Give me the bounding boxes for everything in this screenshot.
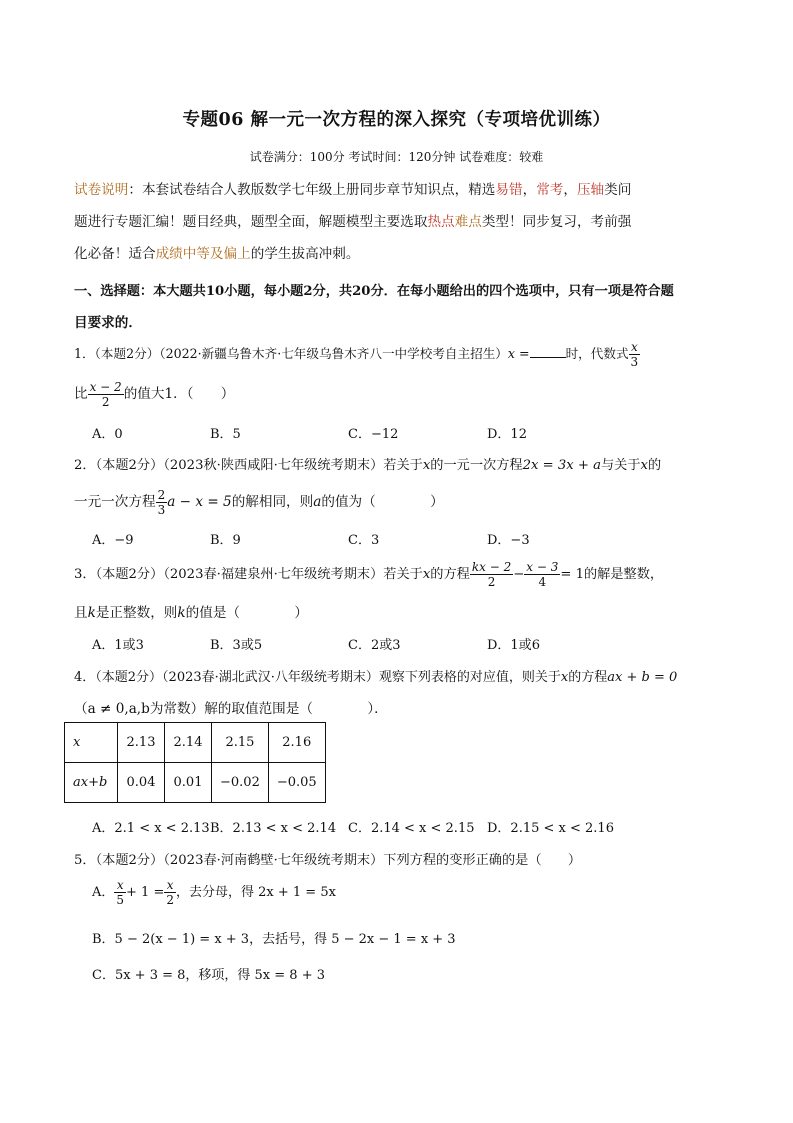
q4-line-2: （a ≠ 0,a,b为常数）解的取值范围是（ ）． <box>74 701 388 717</box>
q1-blank <box>530 345 566 358</box>
q2-option-c[interactable]: C．3 <box>348 533 380 548</box>
q3-option-b[interactable]: B．3或5 <box>210 638 263 653</box>
q1-fraction-x-over-3: $\frac{x}{3}$ <box>630 340 639 369</box>
q4-line-1: 4．（本题2分）（2023春·湖北武汉·八年级统考期末）观察下列表格的对应值，则关于x的方程ax + b = 0 <box>74 670 678 685</box>
q5-fraction-x-over-2: $\frac{x}{2}$ <box>166 878 174 907</box>
q2-option-b[interactable]: B．9 <box>210 533 241 548</box>
q5-option-a[interactable]: A． $\frac{x}{5}$ + 1 = $\frac{x}{2}$ ，去分母，得 2x + 1 = 5x <box>92 878 336 907</box>
section-header-line-1: 一、选择题：本大题共10小题，每小题2分，共20分．在每小题给出的四个选项中，只有一项是符合题 <box>74 284 674 299</box>
q5-option-b[interactable]: B．5 − 2(x − 1) = x + 3，去括号，得 5 − 2x − 1 = x + 3 <box>92 932 456 947</box>
table-row <box>65 763 326 803</box>
q3-option-a[interactable]: A．1或3 <box>92 638 144 653</box>
table-cell: 2.14 <box>165 723 212 763</box>
q3-fraction-kx-minus-2-over-2: $\frac{kx - 2}{2}$ <box>471 560 512 589</box>
q3-line-1: 3．（本题2分）（2023春·福建泉州·七年级统考期末）若关于x的方程 $\frac{kx - 2}{2}$ − $\frac{x - 3}{4}$ = 1的解是整数， <box>74 560 664 589</box>
q2-line-2: 一元一次方程 $\frac{2}{3}$ a − x = 5的解相同，则a的值为（ ） <box>74 488 444 517</box>
intro-line-2: 题进行专题汇编！题目经典，题型全面，解题模型主要选取热点难点类型！同步复习，考前强 <box>74 214 632 230</box>
q3-option-c[interactable]: C．2或3 <box>348 638 401 653</box>
q1-option-c[interactable]: C．−12 <box>348 427 399 442</box>
section-header-line-2: 目要求的． <box>74 315 142 331</box>
intro-label: 试卷说明 <box>74 182 129 198</box>
table-cell: x <box>65 723 118 763</box>
page-title: 专题06 解一元一次方程的深入探究（专项培优训练） <box>182 110 611 130</box>
q4-option-b[interactable]: B．2.13 < x < 2.14 <box>210 821 337 836</box>
hl-yicuo: 易错 <box>495 182 523 198</box>
table-cell: 2.16 <box>268 723 325 763</box>
hl-yazhou: 压轴 <box>576 182 605 198</box>
q1-option-b[interactable]: B．5 <box>210 427 241 442</box>
table-cell: 2.15 <box>212 723 269 763</box>
hl-nandian: 难点 <box>454 214 482 230</box>
q4-option-a[interactable]: A．2.1 < x < 2.13 <box>92 821 210 836</box>
hl-chengji: 成绩中等及偏上 <box>155 246 251 262</box>
table-cell: 2.13 <box>118 723 165 763</box>
table-cell: −0.02 <box>212 763 269 803</box>
q2-option-a[interactable]: A．−9 <box>92 533 134 548</box>
table-cell: ax+b <box>65 763 118 803</box>
hl-changkao: 常考 <box>536 182 564 198</box>
hl-redian: 热点 <box>427 214 455 230</box>
table-cell: 0.04 <box>118 763 165 803</box>
q3-fraction-x-minus-3-over-4: $\frac{x - 3}{4}$ <box>526 560 559 589</box>
q1-option-d[interactable]: D．12 <box>487 427 527 442</box>
table-cell: −0.05 <box>268 763 325 803</box>
q1-option-a[interactable]: A．0 <box>92 427 123 442</box>
q5-option-c[interactable]: C．5x + 3 = 8，移项，得 5x = 8 + 3 <box>92 968 325 983</box>
q4-value-table <box>64 722 326 803</box>
intro-line-1: 试卷说明：本套试卷结合人教版数学七年级上册同步章节知识点，精选易错，常考，压轴类问 <box>74 182 632 198</box>
q3-option-d[interactable]: D．1或6 <box>487 638 540 653</box>
q3-line-2: 且k是正整数，则k的值是（ ） <box>74 605 308 621</box>
table-row <box>65 723 326 763</box>
q4-option-c[interactable]: C．2.14 < x < 2.15 <box>348 821 475 836</box>
q5-line-1: 5．（本题2分）（2023春·河南鹤壁·七年级统考期末）下列方程的变形正确的是（ ） <box>74 853 582 868</box>
q2-line-1: 2．（本题2分）（2023秋·陕西咸阳·七年级统考期末）若关于x的一元一次方程2x = 3x + a与关于x的 <box>74 458 662 473</box>
intro-line-3: 化必备！适合成绩中等及偏上的学生拔高冲刺。 <box>74 246 360 262</box>
q5-fraction-x-over-5: $\frac{x}{5}$ <box>116 878 125 907</box>
q1-fraction-x-minus-2-over-2: $\frac{x - 2}{2}$ <box>89 380 122 409</box>
q4-option-d[interactable]: D．2.15 < x < 2.16 <box>487 821 614 836</box>
table-cell: 0.01 <box>165 763 212 803</box>
q1-line-1: 1．（本题2分）（2022·新疆乌鲁木齐·七年级乌鲁木齐八一中学校考自主招生）x = 时，代数式 $\frac{x}{3}$ <box>74 340 639 369</box>
q1-line-2: 比 $\frac{x - 2}{2}$ 的值大1．（ ） <box>74 380 235 409</box>
q2-option-d[interactable]: D．−3 <box>487 533 530 548</box>
q2-fraction-2-over-3: $\frac{2}{3}$ <box>157 488 166 517</box>
exam-meta: 试卷满分：100分 考试时间：120分钟 试卷难度：较难 <box>249 150 544 164</box>
